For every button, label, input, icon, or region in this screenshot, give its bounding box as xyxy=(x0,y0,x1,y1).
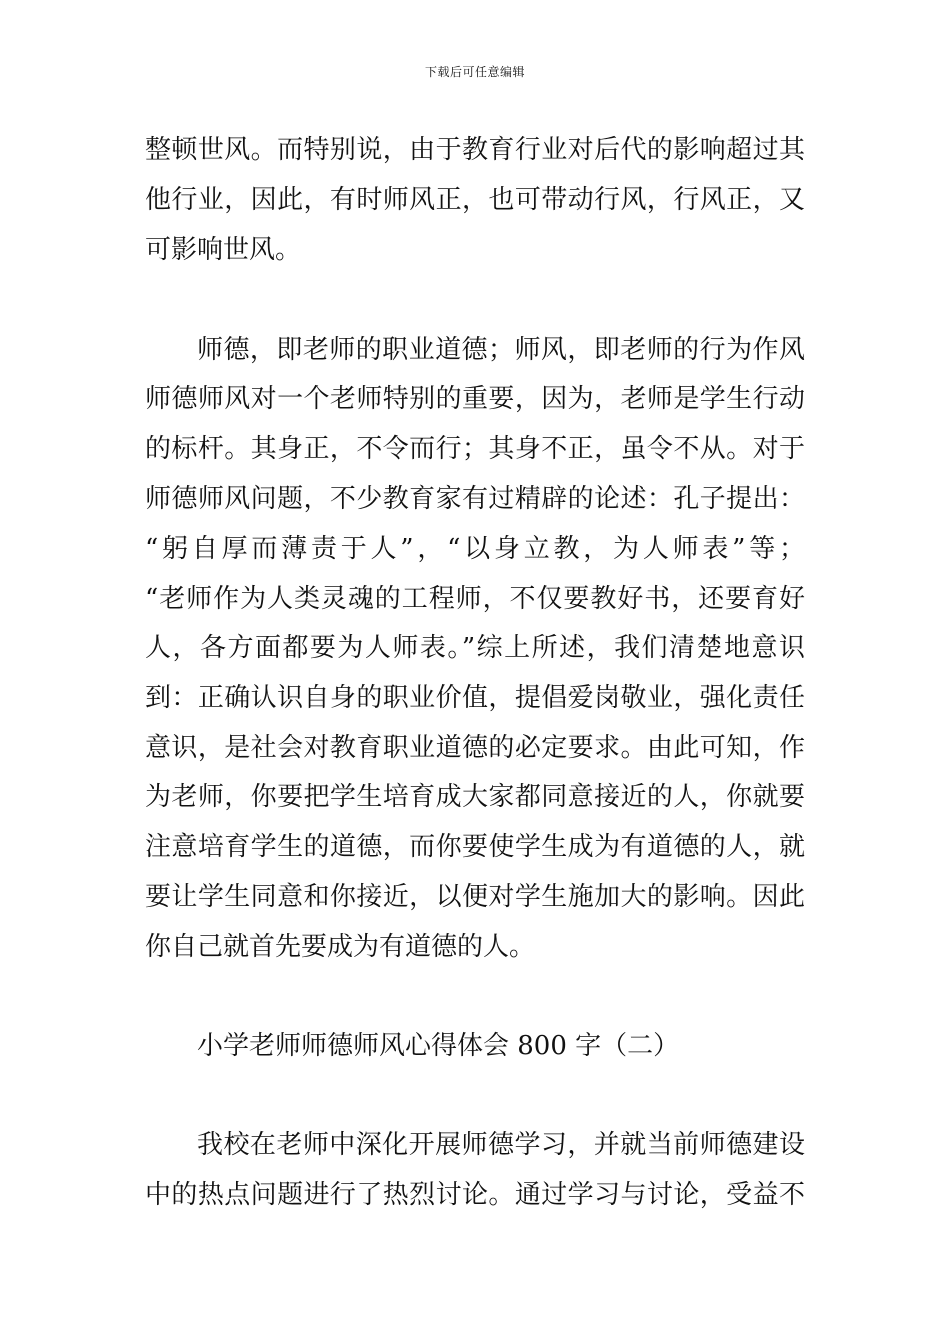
paragraph-line: 整顿世风。而特别说，由于教育行业对后代的影响超过其 xyxy=(145,135,805,165)
paragraph-line: 中的热点问题进行了热烈讨论。通过学习与讨论，受益不 xyxy=(145,1180,805,1210)
paragraph-line: 你自己就首先要成为有道德的人。 xyxy=(145,932,536,962)
paragraph-line: 可影响世风。 xyxy=(145,235,302,265)
paragraph-line: 师德，即老师的职业道德；师风，即老师的行为作风 xyxy=(197,335,805,365)
paragraph-line: 意识，是社会对教育职业道德的必定要求。由此可知，作 xyxy=(145,733,805,763)
paragraph-line: “躬自厚而薄责于人”，“以身立教，为人师表”等； xyxy=(145,534,805,564)
paragraph-line: 到：正确认识自身的职业价值，提倡爱岗敬业，强化责任 xyxy=(145,683,805,713)
paragraph-line: 师德师风问题，不少教育家有过精辟的论述：孔子提出： xyxy=(145,484,805,514)
paragraph-line: 为老师，你要把学生培育成大家都同意接近的人，你就要 xyxy=(145,782,805,812)
paragraph-line: 我校在老师中深化开展师德学习，并就当前师德建设 xyxy=(197,1130,805,1160)
section-title: 小学老师师德师风心得体会 800 字（二） xyxy=(197,1031,680,1061)
paragraph-line: 注意培育学生的道德，而你要使学生成为有道德的人，就 xyxy=(145,832,805,862)
paragraph-line: “老师作为人类灵魂的工程师，不仅要教好书，还要育好 xyxy=(145,584,805,614)
page-header: 下载后可任意编辑 xyxy=(424,65,525,79)
paragraph-line: 他行业，因此，有时师风正，也可带动行风，行风正，又 xyxy=(145,185,805,215)
paragraph-line: 要让学生同意和你接近，以便对学生施加大的影响。因此 xyxy=(145,882,805,912)
paragraph-line: 的标杆。其身正，不令而行；其身不正，虽令不从。对于 xyxy=(145,434,805,464)
paragraph-line: 人，各方面都要为人师表。”综上所述，我们清楚地意识 xyxy=(145,633,805,663)
paragraph-line: 师德师风对一个老师特别的重要，因为，老师是学生行动 xyxy=(145,384,805,414)
